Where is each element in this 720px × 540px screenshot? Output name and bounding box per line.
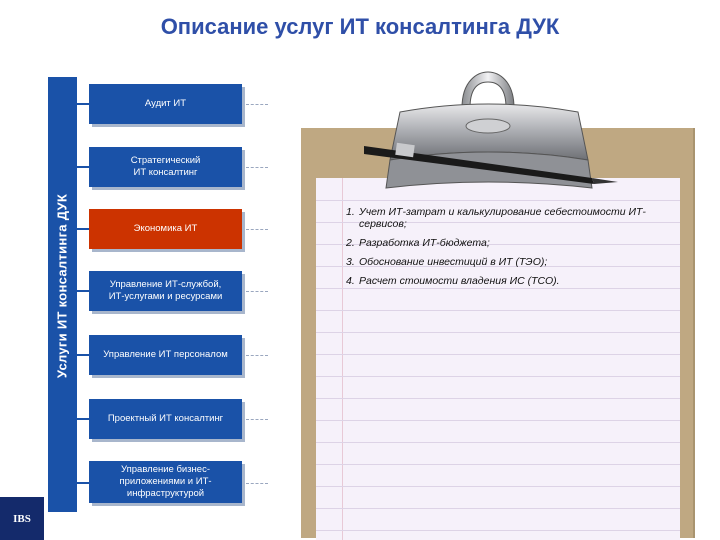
dashed-guide: [246, 419, 268, 420]
service-it-personnel-management[interactable]: Управление ИТ персоналом: [89, 335, 242, 375]
service-business-apps-infrastructure[interactable]: Управление бизнес- приложениями и ИТ- инфраструктурой: [89, 461, 242, 503]
paper-rule: [316, 442, 680, 443]
connector-line: [77, 482, 89, 484]
economics-items-list: [346, 206, 676, 294]
paper-rule: [316, 420, 680, 421]
service-it-economics[interactable]: Экономика ИТ: [89, 209, 242, 249]
paper-rule: [316, 398, 680, 399]
connector-line: [77, 166, 89, 168]
ibs-logo: IBS: [0, 497, 44, 540]
list-item: 3. Обоснование инвестиций в ИТ (ТЭО);: [346, 256, 548, 268]
service-audit-it[interactable]: Аудит ИТ: [89, 84, 242, 124]
service-project-it-consulting[interactable]: Проектный ИТ консалтинг: [89, 399, 242, 439]
paper-rule: [316, 310, 680, 311]
connector-line: [77, 228, 89, 230]
paper-rule: [316, 332, 680, 333]
list-item: 2. Разработка ИТ-бюджета;: [346, 237, 490, 249]
dashed-guide: [246, 167, 268, 168]
dashed-guide: [246, 355, 268, 356]
page-title: Описание услуг ИТ консалтинга ДУК: [160, 14, 560, 39]
clipboard-clip-icon: [360, 60, 660, 210]
connector-line: [77, 418, 89, 420]
connector-line: [77, 354, 89, 356]
paper-rule: [316, 354, 680, 355]
paper-rule: [316, 486, 680, 487]
paper-rule: [316, 530, 680, 531]
list-item: 1. Учет ИТ-затрат и калькулирование себестоимости ИТ-сервисов;: [346, 206, 646, 230]
paper-rule: [316, 508, 680, 509]
paper-rule: [316, 376, 680, 377]
dashed-guide: [246, 229, 268, 230]
service-it-service-management[interactable]: Управление ИТ-службой, ИТ-услугами и ресурсами: [89, 271, 242, 311]
paper-rule: [316, 464, 680, 465]
connector-line: [77, 290, 89, 292]
dashed-guide: [246, 483, 268, 484]
dashed-guide: [246, 291, 268, 292]
list-item: 4. Расчет стоимости владения ИС (ТСО).: [346, 275, 560, 287]
services-vertical-label: Услуги ИТ консалтинга ДУК: [54, 193, 70, 379]
connector-line: [77, 103, 89, 105]
dashed-guide: [246, 104, 268, 105]
service-strategic-it-consulting[interactable]: Стратегический ИТ консалтинг: [89, 147, 242, 187]
